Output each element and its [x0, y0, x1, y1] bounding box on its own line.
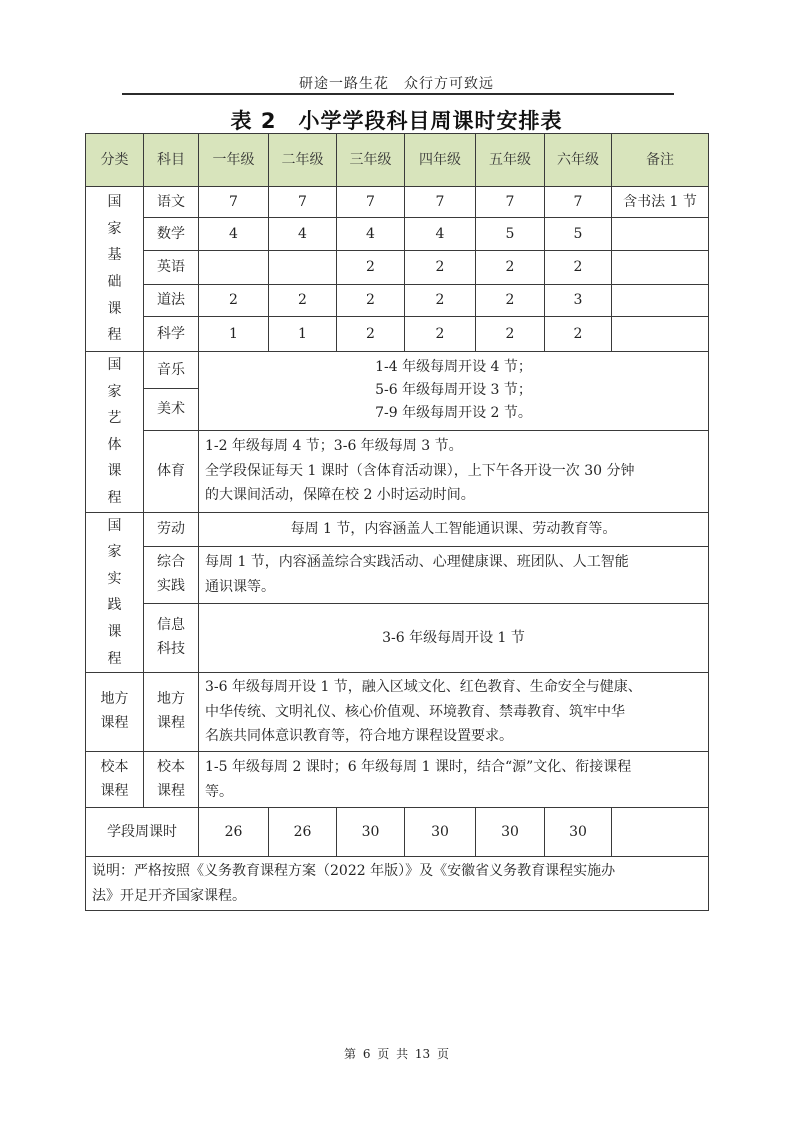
subject-cell: 信息 科技 [144, 603, 199, 672]
category-school: 校本 课程 [86, 752, 144, 808]
table-row [86, 218, 709, 251]
table-title: 表 2 小学学段科目周课时安排表 [230, 109, 563, 133]
subject-cell: 劳动 [144, 512, 199, 546]
subject-cell: 英语 [144, 251, 199, 285]
hours-cell: 2 [476, 251, 545, 285]
total-cell: 26 [269, 808, 337, 857]
hours-cell: 7 [476, 187, 545, 218]
hours-cell: 5 [476, 218, 545, 251]
col-header: 一年级 [199, 134, 269, 187]
subject-cell: 科学 [144, 317, 199, 352]
school-description: 1-5 年级每周 2 课时；6 年级每周 1 课时，结合“源”文化、衔接课程 等。 [199, 752, 709, 808]
hours-cell: 4 [269, 218, 337, 251]
hours-cell: 4 [199, 218, 269, 251]
category-local: 地方 课程 [86, 673, 144, 752]
labor-description: 每周 1 节，内容涵盖人工智能通识课、劳动教育等。 [199, 512, 709, 546]
hours-cell: 2 [269, 285, 337, 317]
hours-cell: 2 [405, 251, 476, 285]
schedule-table [85, 133, 709, 911]
table-row [86, 317, 709, 352]
col-header: 三年级 [337, 134, 405, 187]
table-row [86, 512, 709, 546]
category-arts: 国 家 艺 体 课 程 [86, 352, 144, 513]
col-header: 科目 [144, 134, 199, 187]
note-cell [612, 251, 709, 285]
comprehensive-description: 每周 1 节，内容涵盖综合实践活动、心理健康课、班团队、人工智能 通识课等。 [199, 546, 709, 603]
running-header: 研途一路生花 众行方可致远 [299, 76, 494, 92]
category-practice: 国 家 实 践 课 程 [86, 512, 144, 673]
remark-row [86, 857, 709, 911]
subject-cell: 数学 [144, 218, 199, 251]
note-cell [612, 317, 709, 352]
col-header: 二年级 [269, 134, 337, 187]
hours-cell: 2 [476, 285, 545, 317]
music-art-description: 1-4 年级每周开设 4 节； 5-6 年级每周开设 3 节； 7-9 年级每周开设 2 节。 [199, 352, 709, 431]
it-description: 3-6 年级每周开设 1 节 [199, 603, 709, 672]
hours-cell: 7 [545, 187, 612, 218]
subject-cell: 校本 课程 [144, 752, 199, 808]
table-row [86, 352, 709, 389]
col-header: 分类 [86, 134, 144, 187]
total-label: 学段周课时 [86, 808, 199, 857]
hours-cell: 7 [337, 187, 405, 218]
table-row [86, 187, 709, 218]
table-row [86, 430, 709, 512]
hours-cell: 7 [199, 187, 269, 218]
subject-cell: 美术 [144, 389, 199, 430]
hours-cell: 5 [545, 218, 612, 251]
subject-cell: 道法 [144, 285, 199, 317]
total-cell: 30 [545, 808, 612, 857]
table-row [86, 251, 709, 285]
table-row [86, 546, 709, 603]
table-row [86, 673, 709, 752]
table-header-row [86, 134, 709, 187]
note-cell [612, 218, 709, 251]
hours-cell: 2 [337, 317, 405, 352]
hours-cell: 2 [337, 251, 405, 285]
hours-cell: 4 [405, 218, 476, 251]
hours-cell [199, 251, 269, 285]
pe-description: 1-2 年级每周 4 节；3-6 年级每周 3 节。 全学段保证每天 1 课时（含体育活动课），上下午各开设一次 30 分钟 的大课间活动，保障在校 2 小时运动时间。 [199, 430, 709, 512]
note-cell [612, 808, 709, 857]
hours-cell: 1 [199, 317, 269, 352]
hours-cell: 2 [545, 317, 612, 352]
table-row [86, 752, 709, 808]
page-number: 第 6 页 共 13 页 [344, 1047, 449, 1061]
subject-cell: 地方 课程 [144, 673, 199, 752]
hours-cell: 2 [476, 317, 545, 352]
remark-text: 说明：严格按照《义务教育课程方案（2022 年版）》及《安徽省义务教育课程实施办 法》开足开齐国家课程。 [86, 857, 709, 911]
hours-cell: 2 [405, 317, 476, 352]
subject-cell: 体育 [144, 430, 199, 512]
subject-cell: 音乐 [144, 352, 199, 389]
local-description: 3-6 年级每周开设 1 节，融入区域文化、红色教育、生命安全与健康、 中华传统、文明礼仪、核心价值观、环境教育、禁毒教育、筑牢中华 名族共同体意识教育等，符合地方课程设置要求。 [199, 673, 709, 752]
table-row [86, 285, 709, 317]
hours-cell: 2 [199, 285, 269, 317]
header-rule [122, 93, 674, 95]
total-cell: 26 [199, 808, 269, 857]
table-row [86, 603, 709, 672]
col-header: 四年级 [405, 134, 476, 187]
subject-cell: 综合 实践 [144, 546, 199, 603]
hours-cell: 3 [545, 285, 612, 317]
hours-cell: 2 [405, 285, 476, 317]
subject-cell: 语文 [144, 187, 199, 218]
total-cell: 30 [337, 808, 405, 857]
total-row [86, 808, 709, 857]
total-cell: 30 [405, 808, 476, 857]
hours-cell: 7 [269, 187, 337, 218]
category-basic: 国 家 基 础 课 程 [86, 187, 144, 352]
col-header: 六年级 [545, 134, 612, 187]
hours-cell: 4 [337, 218, 405, 251]
hours-cell: 7 [405, 187, 476, 218]
hours-cell [269, 251, 337, 285]
col-header: 备注 [612, 134, 709, 187]
hours-cell: 2 [545, 251, 612, 285]
hours-cell: 1 [269, 317, 337, 352]
note-cell: 含书法 1 节 [612, 187, 709, 218]
hours-cell: 2 [337, 285, 405, 317]
col-header: 五年级 [476, 134, 545, 187]
note-cell [612, 285, 709, 317]
total-cell: 30 [476, 808, 545, 857]
